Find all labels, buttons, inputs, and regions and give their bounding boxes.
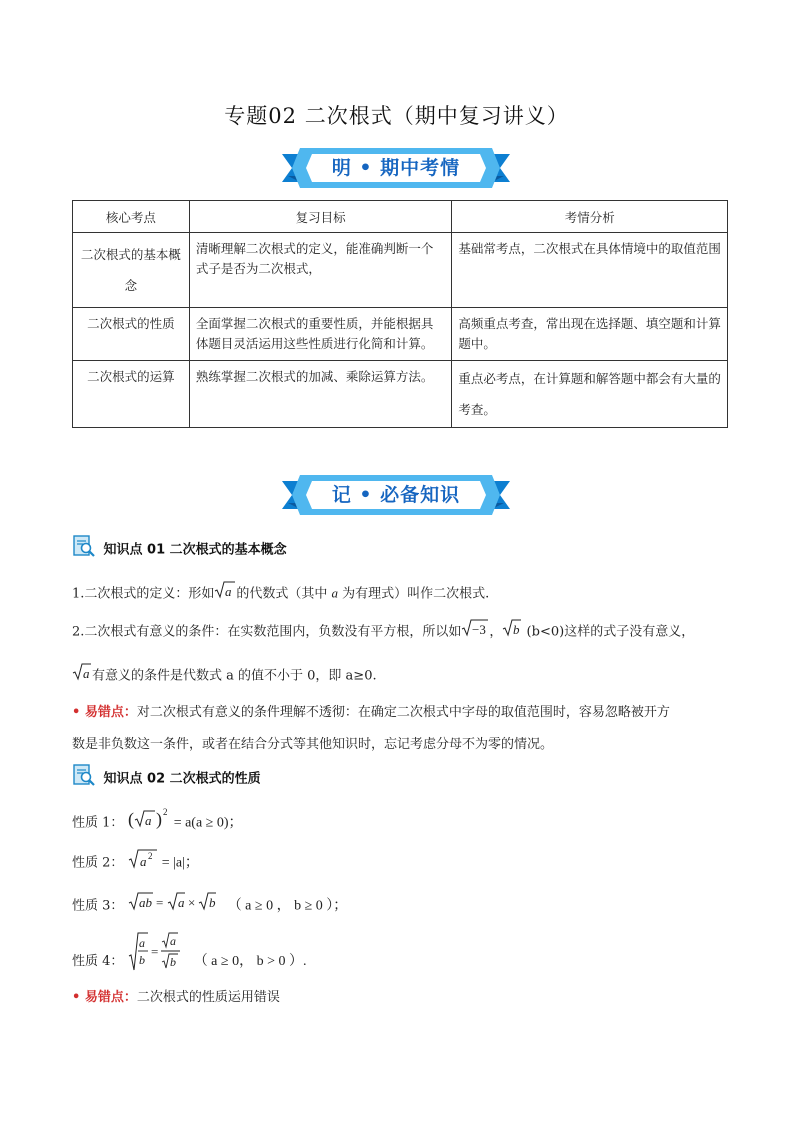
table-row xyxy=(73,361,728,428)
knowledge-point-2-title: 知识点 02 二次根式的性质 xyxy=(103,771,261,787)
svg-text:a: a xyxy=(138,936,145,950)
table-cell: 二次根式的运算 xyxy=(73,361,190,428)
table-header: 考情分析 xyxy=(452,201,728,233)
knowledge-point-1-heading xyxy=(72,534,287,562)
page-title: 专题02 二次根式（期中复习讲义） xyxy=(224,104,569,128)
condition-b-range: (b<0) xyxy=(522,624,565,640)
condition-line-2 xyxy=(72,662,728,690)
property-1-rhs: = a(a ≥ 0)； xyxy=(173,815,243,831)
definition-text: 的代数式（其中 xyxy=(236,586,332,602)
svg-text:b: b xyxy=(169,955,176,969)
svg-text:×: × xyxy=(187,895,195,910)
table-header: 复习目标 xyxy=(189,201,452,233)
property-label: 性质 2： xyxy=(72,855,124,871)
sqrt-a-symbol xyxy=(72,662,92,690)
mistake-text: 二次根式的性质运用错误 xyxy=(136,990,280,1005)
sqrt-radicand: a xyxy=(83,666,90,681)
sqrt-a2-formula xyxy=(128,847,158,879)
svg-text:=: = xyxy=(155,895,163,910)
exam-banner xyxy=(282,146,510,190)
table-header: 核心考点 xyxy=(73,201,190,233)
property-2-rhs: = |a|； xyxy=(161,855,199,871)
definition-line xyxy=(72,580,728,608)
svg-text:(: ( xyxy=(127,809,134,829)
mistake-label: • 易错点： xyxy=(72,990,137,1005)
knowledge-point-2-heading xyxy=(72,763,261,791)
table-cell: 高频重点考查，常出现在选择题、填空题和计算题中。 xyxy=(452,308,728,361)
common-mistake-note-2 xyxy=(72,987,728,1009)
sqrt-neg3-symbol xyxy=(461,618,489,646)
sqrt-a-symbol xyxy=(214,580,236,608)
condition-prefix: 2.二次根式有意义的条件：在实数范围内，负数没有平方根，所以如 xyxy=(72,624,462,640)
sqrt-ab-formula xyxy=(128,891,224,921)
condition-text: 有意义的条件是代数式 a 的值不小于 0，即 a≥0. xyxy=(92,668,377,684)
common-mistake-note xyxy=(72,697,728,761)
svg-text:2: 2 xyxy=(147,851,153,861)
condition-line xyxy=(72,618,728,646)
magnifier-document-icon xyxy=(72,763,96,791)
knowledge-point-1-title: 知识点 01 二次根式的基本概念 xyxy=(103,542,287,558)
exam-banner-label: 明 • 期中考情 xyxy=(331,157,461,179)
definition-text: 为有理式）叫作二次根式. xyxy=(338,586,490,602)
property-3 xyxy=(72,891,728,921)
exam-analysis-table xyxy=(72,200,728,428)
sqrt-radicand: b xyxy=(513,622,520,637)
mistake-text: 对二次根式有意义的条件理解不透彻：在确定二次根式中字母的取值范围时，容易忽略被开方 xyxy=(136,705,670,720)
svg-text:a: a xyxy=(144,813,152,828)
property-label: 性质 4： xyxy=(72,954,124,969)
svg-text:a: a xyxy=(169,934,176,948)
property-4 xyxy=(72,930,728,993)
knowledge-banner xyxy=(282,473,510,517)
mistake-text: 数是非负数这一条件，或者在结合分式等其他知识时，忘记考虑分母不为零的情况。 xyxy=(72,737,554,752)
property-label: 性质 1： xyxy=(72,815,124,831)
sqrt-radicand: −3 xyxy=(472,622,487,637)
table-row xyxy=(73,308,728,361)
property-4-condition: （ a ≥ 0， b > 0 ）. xyxy=(193,954,307,969)
table-cell: 二次根式的性质 xyxy=(73,308,190,361)
sqrt-a-squared-formula xyxy=(128,806,170,840)
condition-suffix: 这样的式子没有意义， xyxy=(564,624,695,640)
definition-prefix: 1.二次根式的定义：形如 xyxy=(72,586,215,602)
table-cell: 清晰理解二次根式的定义，能准确判断一个式子是否为二次根式， xyxy=(189,233,452,308)
sqrt-fraction-formula xyxy=(128,930,190,993)
svg-text:b: b xyxy=(138,953,145,967)
definition-variable: a xyxy=(331,585,339,601)
svg-text:b: b xyxy=(208,895,216,910)
property-label: 性质 3： xyxy=(72,898,124,914)
property-2 xyxy=(72,847,728,879)
knowledge-banner-label: 记 • 必备知识 xyxy=(331,484,461,506)
sqrt-b-symbol xyxy=(502,618,522,646)
property-1 xyxy=(72,806,728,840)
sqrt-radicand: a xyxy=(225,584,232,599)
table-cell: 二次根式的基本概念 xyxy=(73,233,190,308)
svg-text:2: 2 xyxy=(162,807,168,817)
condition-comma: ， xyxy=(489,624,503,640)
svg-text:=: = xyxy=(150,944,158,959)
table-cell: 重点必考点，在计算题和解答题中都会有大量的考查。 xyxy=(452,361,728,428)
table-row xyxy=(73,233,728,308)
mistake-label: • 易错点： xyxy=(72,705,137,720)
property-3-condition: （ a ≥ 0 ， b ≥ 0 ）； xyxy=(227,898,348,914)
svg-text:): ) xyxy=(155,809,162,829)
magnifier-document-icon xyxy=(72,534,96,562)
svg-text:a: a xyxy=(139,854,147,869)
table-cell: 熟练掌握二次根式的加减、乘除运算方法。 xyxy=(189,361,452,428)
svg-text:ab: ab xyxy=(138,895,152,910)
table-cell: 全面掌握二次根式的重要性质，并能根据具体题目灵活运用这些性质进行化简和计算。 xyxy=(189,308,452,361)
table-header-row xyxy=(73,201,728,233)
table-cell: 基础常考点，二次根式在具体情境中的取值范围 xyxy=(452,233,728,308)
svg-text:a: a xyxy=(177,895,185,910)
